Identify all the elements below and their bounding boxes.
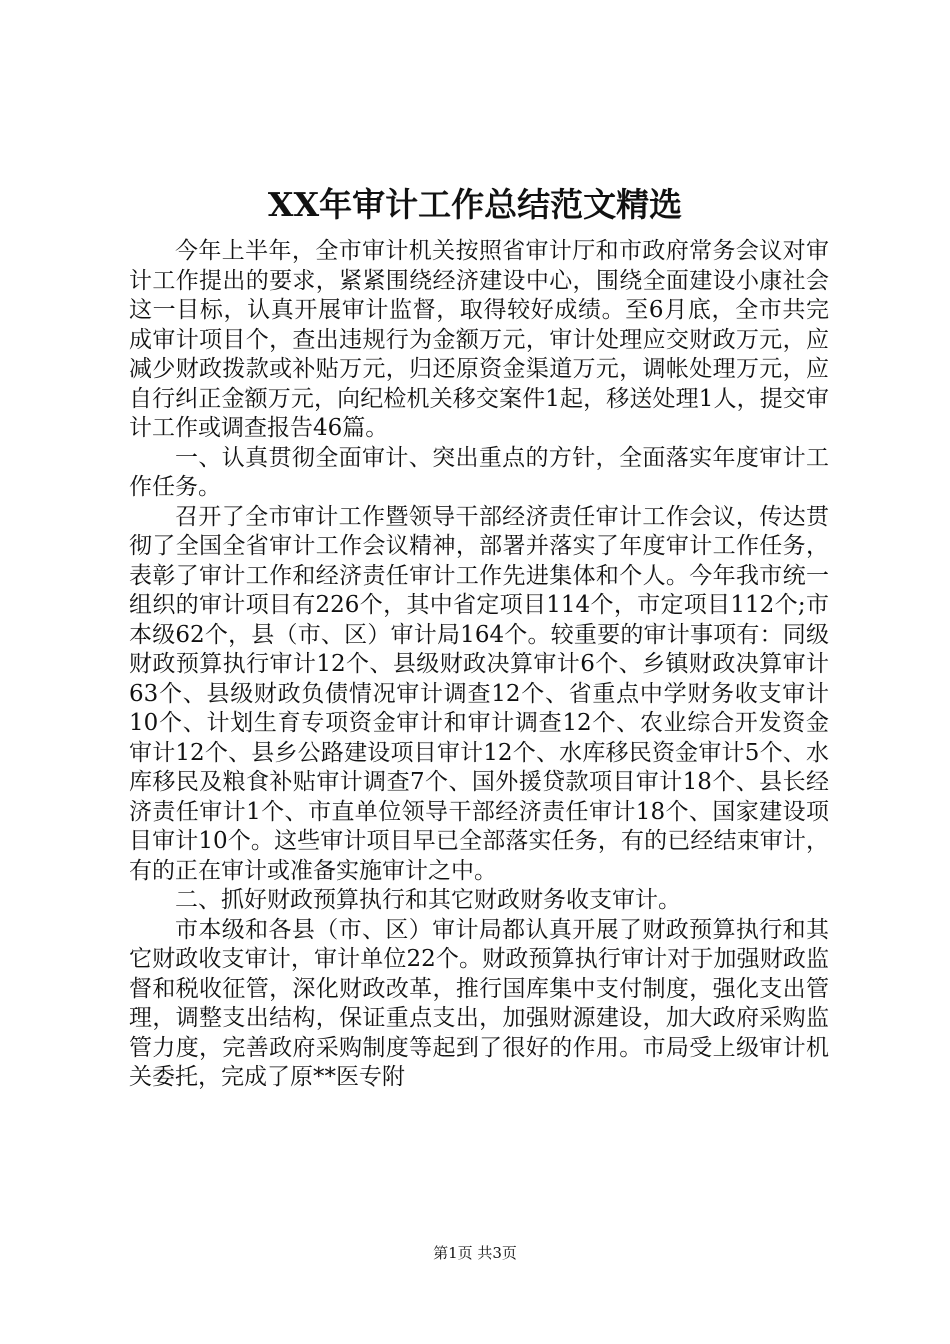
page-number-footer: 第1页 共3页 [433,1244,517,1262]
paragraph-section-2: 市本级和各县（市、区）审计局都认真开展了财政预算执行和其它财政收支审计，审计单位22个。财政预算执行审计对于加强财政监督和税收征管，深化财政改革，推行国库集中支付制度，强化支出管理，调整支出结构，保证重点支出，加强财源建设，加大政府采购监管力度，完善政府采购制度等起到了很好的作用。市局受上级审计机关委托，完成了原**医专附 [129,916,829,1090]
document-body [129,237,829,1093]
paragraph-heading-2: 二、抓好财政预算执行和其它财政财务收支审计。 [175,887,681,913]
paragraph-intro: 今年上半年，全市审计机关按照省审计厅和市政府常务会议对审计工作提出的要求，紧紧围绕经济建设中心，围绕全面建设小康社会这一目标，认真开展审计监督，取得较好成绩。至6月底，全市共完成审计项目个，查出违规行为金额万元，审计处理应交财政万元，应减少财政拨款或补贴万元，归还原资金渠道万元，调帐处理万元，应自行纠正金额万元，向纪检机关移交案件1起，移送处理1人，提交审计工作或调查报告46篇。 [129,238,829,441]
paragraph-section-1: 召开了全市审计工作暨领导干部经济责任审计工作会议，传达贯彻了全国全省审计工作会议精神，部署并落实了年度审计工作任务，表彰了审计工作和经济责任审计工作先进集体和个人。今年我市统一组织的审计项目有226个，其中省定项目114个，市定项目112个;市本级62个，县（市、区）审计局164个。较重要的审计事项有：同级财政预算执行审计12个、县级财政决算审计6个、乡镇财政决算审计63个、县级财政负债情况审计调查12个、省重点中学财务收支审计10个、计划生育专项资金审计和审计调查12个、农业综合开发资金审计12个、县乡公路建设项目审计12个、水库移民资金审计5个、水库移民及粮食补贴审计调查7个、国外援贷款项目审计18个、县长经济责任审计1个、市直单位领导干部经济责任审计18个、国家建设项目审计10个。这些审计项目早已全部落实任务，有的已经结束审计，有的正在审计或准备实施审计之中。 [129,503,829,884]
document-title: XX年审计工作总结范文精选 [267,185,683,224]
paragraph-heading-1: 一、认真贯彻全面审计、突出重点的方针，全面落实年度审计工作任务。 [129,444,829,500]
